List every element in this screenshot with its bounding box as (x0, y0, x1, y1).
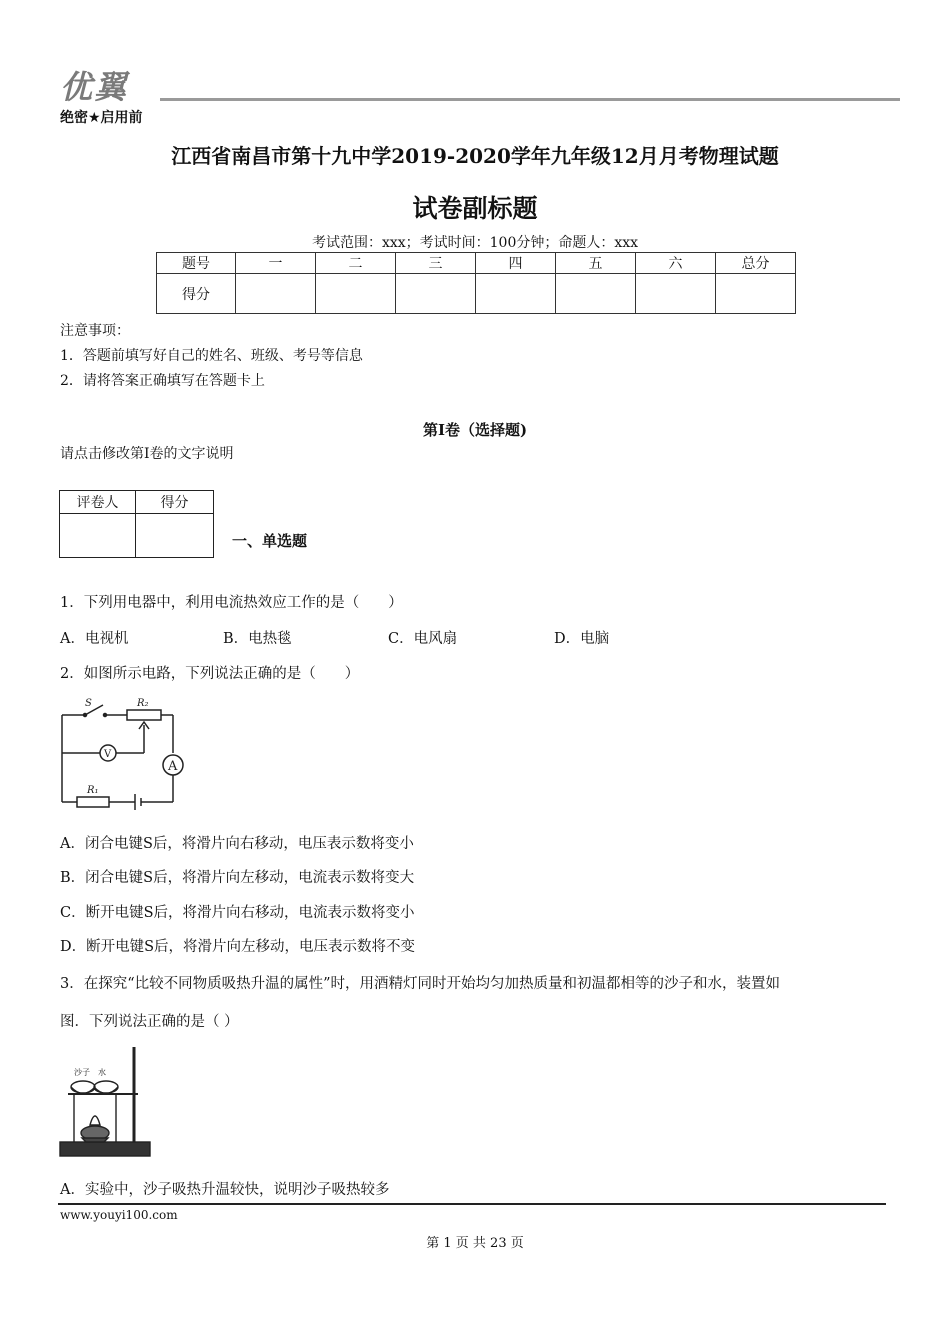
question-2-option-d[interactable]: D．断开电键S后，将滑片向左移动，电压表示数将不变 (60, 939, 416, 955)
logo-divider (160, 98, 900, 101)
score-header-cell: 总分 (716, 253, 796, 274)
grader-cell[interactable] (136, 514, 214, 558)
footer-site: www.youyi100.com (60, 1208, 178, 1222)
score-row-label: 得分 (157, 274, 236, 314)
question-2-option-c[interactable]: C．断开电键S后，将滑片向右移动，电流表示数将变小 (60, 905, 415, 921)
circuit-label-r1: R₁ (87, 785, 99, 796)
page-subtitle: 试卷副标题 (412, 194, 538, 223)
circuit-label-s: S (85, 698, 92, 709)
score-header-cell: 题号 (157, 253, 236, 274)
logo-banner (60, 62, 900, 104)
question-1-option-a[interactable]: A．电视机 (60, 631, 129, 647)
score-header-cell: 六 (636, 253, 716, 274)
question-3-stem-line1: 3．在探究“比较不同物质吸热升温的属性”时，用酒精灯同时开始均匀加热质量和初温都相等的沙子和水，装置如 (60, 976, 781, 992)
score-table (156, 252, 796, 314)
secret-mark: 绝密★启用前 (60, 110, 143, 126)
page-title: 江西省南昌市第十九中学2019-2020学年九年级12月月考物理试题 (171, 144, 779, 168)
score-header-cell: 三 (396, 253, 476, 274)
score-cell[interactable] (236, 274, 316, 314)
question-1-option-b[interactable]: B．电热毯 (223, 631, 292, 647)
footer-divider (58, 1203, 886, 1205)
question-3-stem-line2: 图．下列说法正确的是（ ） (60, 1014, 239, 1030)
score-header-cell: 二 (316, 253, 396, 274)
question-1-option-d[interactable]: D．电脑 (554, 631, 610, 647)
score-cell[interactable] (316, 274, 396, 314)
score-cell[interactable] (396, 274, 476, 314)
section-title: 第I卷（选择题) (422, 421, 528, 439)
score-cell[interactable] (716, 274, 796, 314)
score-cell[interactable] (476, 274, 556, 314)
score-header-cell: 五 (556, 253, 636, 274)
figure-label-sand: 沙子 (74, 1068, 90, 1077)
ammeter-icon: A (168, 759, 178, 774)
logo: 优翼 (60, 68, 129, 106)
question-2-stem: 2．如图所示电路，下列说法正确的是（ ） (60, 666, 360, 682)
voltmeter-icon: V (104, 749, 112, 760)
score-header-cell: 一 (236, 253, 316, 274)
question-3-option-a[interactable]: A．实验中，沙子吸热升温较快，说明沙子吸热较多 (60, 1182, 390, 1198)
page-number: 第 1 页 共 23 页 (426, 1236, 524, 1251)
question-2-option-a[interactable]: A．闭合电键S后，将滑片向右移动，电压表示数将变小 (60, 836, 414, 852)
section-description[interactable]: 请点击修改第I卷的文字说明 (60, 446, 234, 462)
grader-table (59, 490, 214, 558)
grader-header-cell: 得分 (136, 491, 214, 514)
question-type: 一、单选题 (232, 532, 308, 550)
score-header-cell: 四 (476, 253, 556, 274)
note-item: 2．请将答案正确填写在答题卡上 (60, 373, 265, 389)
exam-info: 考试范围：xxx；考试时间：100分钟；命题人：xxx (311, 235, 639, 251)
question-1-stem: 1．下列用电器中，利用电流热效应工作的是（ ） (60, 595, 403, 611)
grader-cell[interactable] (60, 514, 136, 558)
heating-apparatus-image (58, 1045, 153, 1160)
score-cell[interactable] (556, 274, 636, 314)
note-item: 1．答题前填写好自己的姓名、班级、考号等信息 (60, 348, 363, 364)
grader-header-cell: 评卷人 (60, 491, 136, 514)
notes-title: 注意事项： (60, 323, 130, 339)
question-2-option-b[interactable]: B．闭合电键S后，将滑片向左移动，电流表示数将变大 (60, 870, 415, 886)
question-1-option-c[interactable]: C．电风扇 (388, 631, 458, 647)
score-cell[interactable] (636, 274, 716, 314)
circuit-label-r2: R₂ (137, 698, 149, 709)
figure-label-water: 水 (98, 1068, 106, 1077)
circuit-diagram (55, 695, 190, 810)
